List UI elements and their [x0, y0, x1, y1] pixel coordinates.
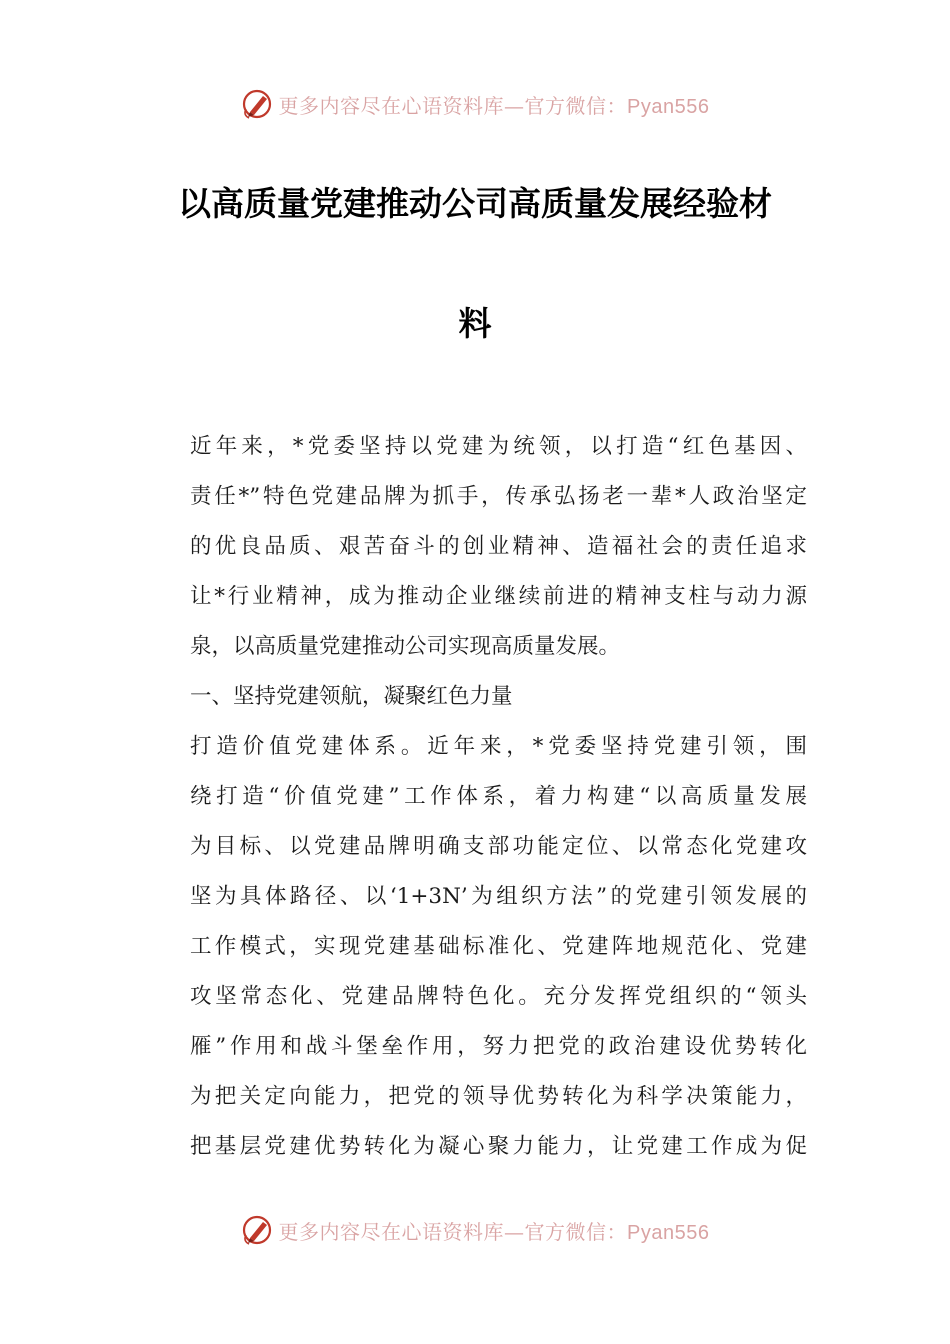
- section-heading-1: [147, 672, 807, 722]
- pen-logo-icon: [241, 1213, 275, 1247]
- document-title-line-2: 料: [458, 304, 492, 343]
- watermark-text: 更多内容尽在心语资料库—官方微信：Pyan556: [278, 1219, 710, 1244]
- text-line: 近年来，*党委坚持以党建为统领，以打造“红色基因、: [190, 434, 807, 459]
- watermark-text: 更多内容尽在心语资料库—官方微信：Pyan556: [278, 93, 710, 118]
- text-line: 泉，以高质量党建推动公司实现高质量发展。: [190, 634, 621, 659]
- text-line: 责任*”特色党建品牌为抓手，传承弘扬老一辈*人政治坚定: [190, 484, 807, 509]
- text-line: 坚为具体路径、以‘1+3N’为组织方法”的党建引领发展的: [190, 884, 807, 909]
- text-line: 为目标、以党建品牌明确支部功能定位、以常态化党建攻: [190, 834, 807, 859]
- text-line: 为把关定向能力，把党的领导优势转化为科学决策能力，: [190, 1084, 807, 1109]
- text-line: 工作模式，实现党建基础标准化、党建阵地规范化、党建: [190, 934, 807, 959]
- text-line: 攻坚常态化、党建品牌特色化。充分发挥党组织的“领头: [190, 984, 807, 1009]
- text-line: 绕打造“价值党建”工作体系，着力构建“以高质量发展: [190, 784, 807, 809]
- heading-text: 一、坚持党建领航，凝聚红色力量: [190, 684, 513, 709]
- document-body: [147, 422, 807, 1172]
- watermark-footer: [0, 1210, 950, 1250]
- document-title-line-1: 以高质量党建推动公司高质量发展经验材: [178, 184, 772, 223]
- text-line: 的优良品质、艰苦奋斗的创业精神、造福社会的责任追求: [190, 534, 807, 559]
- text-line: 打造价值党建体系。近年来，*党委坚持党建引领，围: [190, 734, 807, 759]
- watermark-header: [0, 84, 950, 124]
- text-line: 雁”作用和战斗堡垒作用，努力把党的政治建设优势转化: [190, 1034, 807, 1059]
- pen-logo-icon: [241, 87, 275, 121]
- text-line: 让*行业精神，成为推动企业继续前进的精神支柱与动力源: [190, 584, 807, 609]
- paragraph-intro: [147, 422, 807, 672]
- text-line: 把基层党建优势转化为凝心聚力能力，让党建工作成为促: [190, 1134, 807, 1159]
- paragraph-value-party-building: [147, 722, 807, 1172]
